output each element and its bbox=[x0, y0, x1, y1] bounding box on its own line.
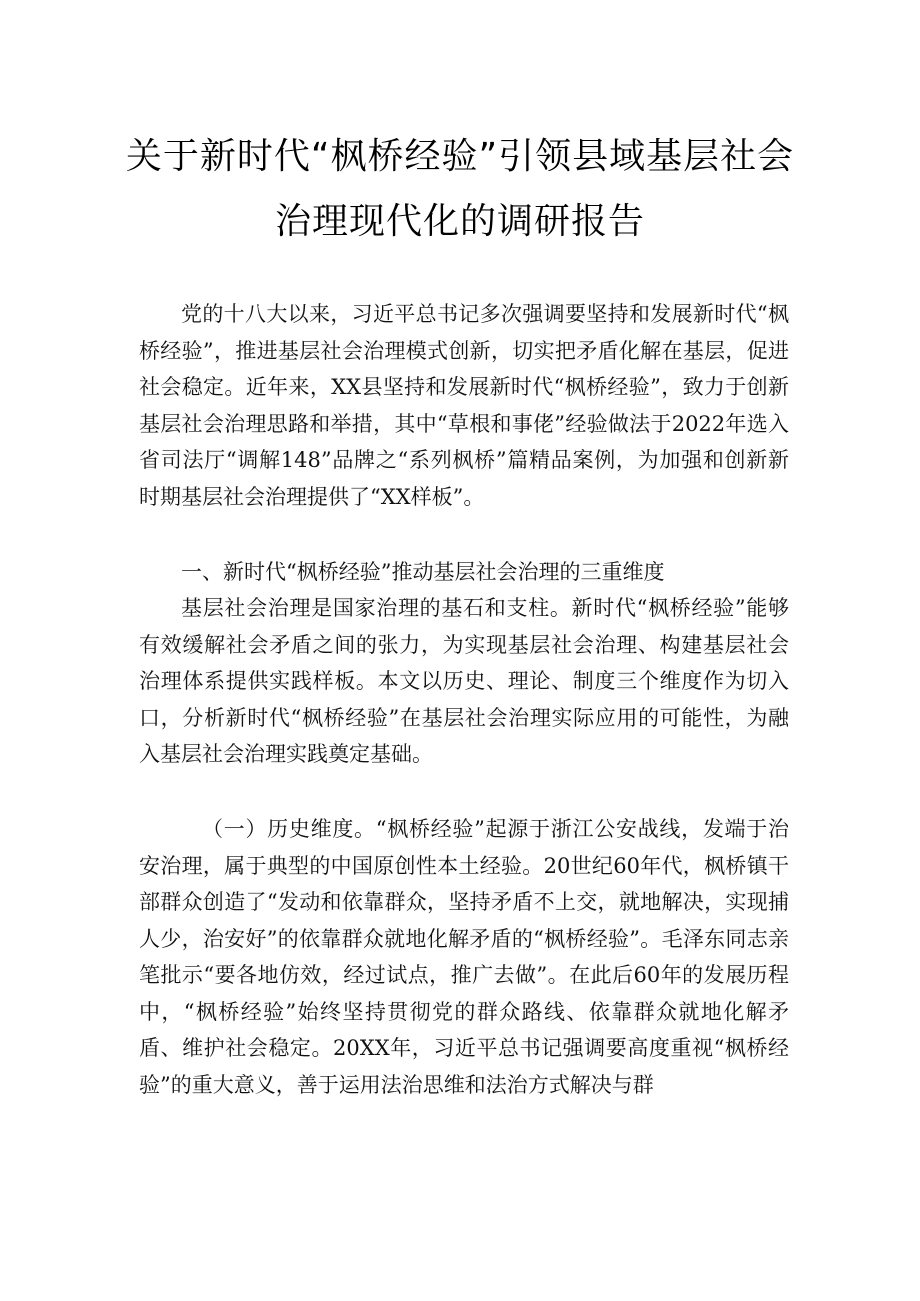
intro-paragraph: 党的十八大以来，习近平总书记多次强调要坚持和发展新时代“枫桥经验”，推进基层社会治理模式创新，切实把矛盾化解在基层，促进社会稳定。近年来，XX县坚持和发展新时代“枫桥经验”，致力于创新基层社会治理思路和举措，其中“草根和事佬”经验做法于2022年选入省司法厅“调解148”品牌之“系列枫桥”篇精品案例，为加强和创新新时期基层社会治理提供了“XX样板”。 bbox=[139, 302, 789, 509]
section-1-paragraph: 基层社会治理是国家治理的基石和支柱。新时代“枫桥经验”能够有效缓解社会矛盾之间的张力，为实现基层社会治理、构建基层社会治理体系提供实践样板。本文以历史、理论、制度三个维度作为切入口，分析新时代“枫桥经验”在基层社会治理实际应用的可能性，为融入基层社会治理实践奠定基础。 bbox=[139, 596, 789, 766]
section-heading-1: 一、新时代“枫桥经验”推动基层社会治理的三重维度 bbox=[181, 560, 665, 584]
document-title-line-1: 关于新时代“枫桥经验”引领县域基层社会 bbox=[125, 136, 795, 177]
history-dimension-paragraph: （一）历史维度。“枫桥经验”起源于浙江公安战线，发端于治安治理，属于典型的中国原创性本土经验。20世纪60年代，枫桥镇干部群众创造了“发动和依靠群众，坚持矛盾不上交，就地解决，实现捕人少，治安好”的依靠群众就地化解矛盾的“枫桥经验”。毛泽东同志亲笔批示“要各地仿效，经过试点，推广去做”。在此后60年的发展历程中，“枫桥经验”始终坚持贯彻党的群众路线、依靠群众就地化解矛盾、维护社会稳定。20XX年，习近平总书记强调要高度重视“枫桥经验”的重大意义，善于运用法治思维和法治方式解决与群 bbox=[139, 817, 789, 1097]
document-title-line-2: 治理现代化的调研报告 bbox=[274, 201, 645, 242]
